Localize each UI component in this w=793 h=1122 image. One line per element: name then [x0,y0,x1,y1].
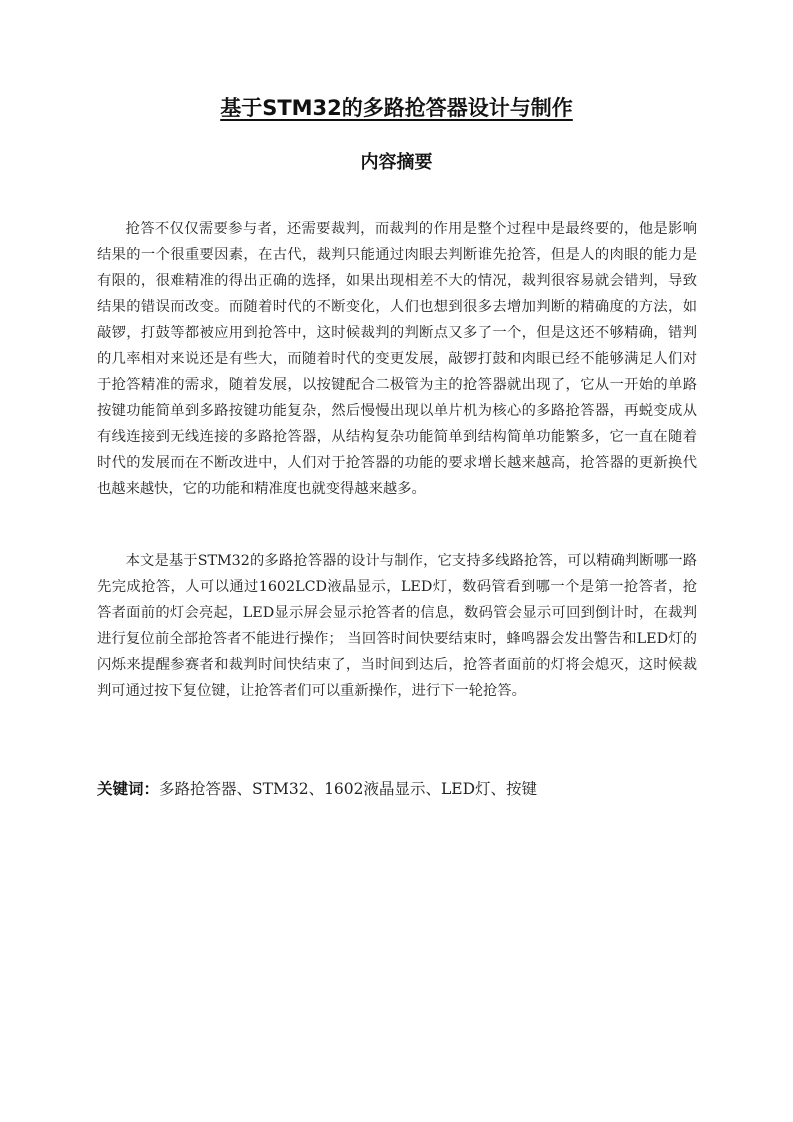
document-title: 基于STM32的多路抢答器设计与制作 [220,96,573,120]
abstract-paragraph-2: 本文是基于STM32的多路抢答器的设计与制作，它支持多线路抢答，可以精确判断哪一路先完成抢答，人可以通过1602LCD液晶显示，LED灯，数码管看到哪一个是第一抢答者，抢答者面前的灯会亮起，LED显示屏会显示抢答者的信息，数码管会显示可回到倒计时，在裁判进行复位前全部抢答者不能进行操作； 当回答时间快要结束时，蜂鸣器会发出警告和LED灯的闪烁来提醒参赛者和裁判时间快结束了，当时间到达后，抢答者面前的灯将会熄灭，这时候裁判可通过按下复位键，让抢答者们可以重新操作，进行下一轮抢答。 [97,553,697,699]
abstract-heading: 内容摘要 [360,152,433,173]
keywords-label: 关键词： [97,780,160,798]
abstract-paragraph-1: 抢答不仅仅需要参与者，还需要裁判，而裁判的作用是整个过程中是最终要的，他是影响结果的一个很重要因素，在古代，裁判只能通过肉眼去判断谁先抢答，但是人的肉眼的能力是有限的，很难精准的得出正确的选择，如果出现相差不大的情况，裁判很容易就会错判，导致结果的错误而改变。而随着时代的不断变化，人们也想到很多去增加判断的精确度的方法，如敲锣，打鼓等都被应用到抢答中，这时候裁判的判断点又多了一个，但是这还不够精确，错判的几率相对来说还是有些大，而随着时代的变更发展，敲锣打鼓和肉眼已经不能够满足人们对于抢答精准的需求，随着发展，以按键配合二极管为主的抢答器就出现了，它从一开始的单路按键功能简单到多路按键功能复杂，然后慢慢出现以单片机为核心的多路抢答器，再蜕变成从有线连接到无线连接的多路抢答器，从结构复杂功能简单到结构简单功能繁多，它一直在随着时代的发展而在不断改进中，人们对于抢答器的功能的要求增长越来越高，抢答器的更新换代也越来越快，它的功能和精准度也就变得越来越多。 [97,221,697,497]
keywords-list: 多路抢答器、STM32、1602液晶显示、LED灯、按键 [159,780,538,798]
keywords-line [97,776,697,802]
